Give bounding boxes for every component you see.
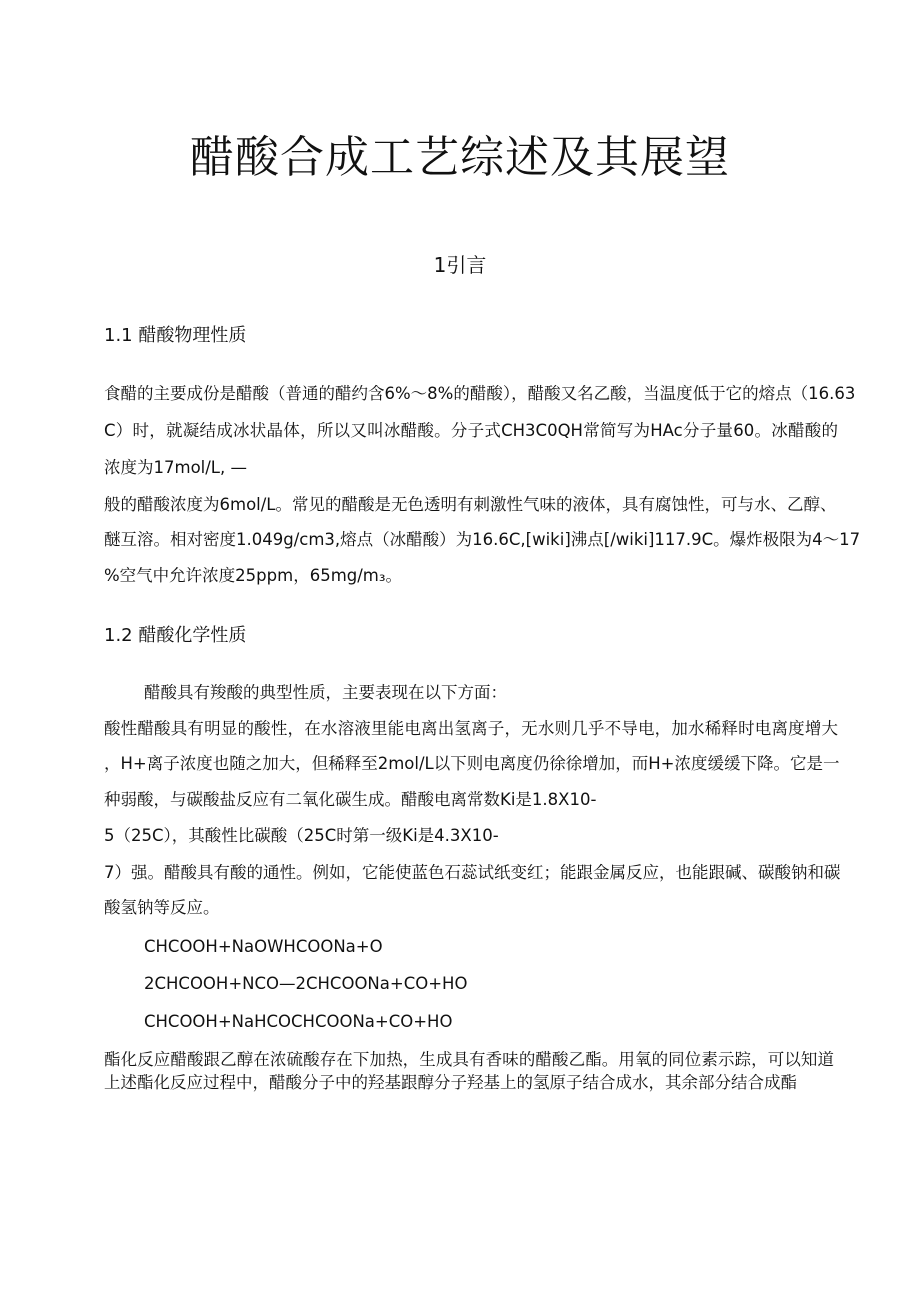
paragraph-line: C）时，就凝结成冰状晶体，所以又叫冰醋酸。分子式CH3C0QH常简写为HAc分子量60。冰醋酸的 (104, 421, 838, 440)
paragraph-intro: 醋酸具有羧酸的典型性质，主要表现在以下方面： (144, 683, 507, 702)
paragraph-line: 食醋的主要成份是醋酸（普通的醋约含6%～8%的醋酸），醋酸又名乙酸，当温度低于它的熔点（16.63 (104, 384, 856, 403)
subsection-heading-chemical: 1.2 醋酸化学性质 (104, 625, 247, 646)
paragraph-line: %空气中允许浓度25ppm，65mg/m₃。 (104, 566, 402, 585)
paragraph-line: ，H+离子浓度也随之加大，但稀释至2mol/L以下则电离度仍徐徐增加，而H+浓度缓缓下降。它是一 (104, 754, 840, 773)
paragraph-line: 酸性醋酸具有明显的酸性，在水溶液里能电离出氢离子，无水则几乎不导电，加水稀释时电离度增大 (104, 719, 838, 738)
paragraph-line: 浓度为17mol/L, — (104, 458, 247, 477)
paragraph-line: 5（25C），其酸性比碳酸（25C时第一级Ki是4.3X10- (104, 826, 499, 845)
paragraph-line: 上述酯化反应过程中，醋酸分子中的羟基跟醇分子羟基上的氢原子结合成水，其余部分结合成酯 (104, 1073, 797, 1092)
equation: CHCOOH+NaHCOCHCOONa+CO+HO (144, 1012, 453, 1031)
document-title: 醋酸合成工艺综述及其展望 (190, 132, 730, 183)
paragraph-line: 酯化反应醋酸跟乙醇在浓硫酸存在下加热，生成具有香味的醋酸乙酯。用氧的同位素示踪，可以知道 (104, 1050, 834, 1069)
equation: 2CHCOOH+NCO—2CHCOONa+CO+HO (144, 974, 468, 993)
paragraph-line: 醚互溶。相对密度1.049g/cm3,熔点（冰醋酸）为16.6C,[wiki]沸点[/wiki]117.9C。爆炸极限为4～17 (104, 530, 861, 549)
paragraph-line: 般的醋酸浓度为6mol/L。常见的醋酸是无色透明有刺激性气味的液体，具有腐蚀性，可与水、乙醇、 (104, 495, 837, 514)
section-heading-introduction: 1引言 (433, 253, 487, 277)
paragraph-line: 种弱酸，与碳酸盐反应有二氧化碳生成。醋酸电离常数Ki是1.8X10- (104, 790, 597, 809)
paragraph-line: 酸氢钠等反应。 (104, 898, 220, 917)
paragraph-line: 7）强。醋酸具有酸的通性。例如，它能使蓝色石蕊试纸变红；能跟金属反应，也能跟碱、碳酸钠和碳 (104, 863, 841, 882)
equation: CHCOOH+NaOWHCOONa+O (144, 937, 383, 956)
subsection-heading-physical: 1.1 醋酸物理性质 (104, 325, 247, 346)
